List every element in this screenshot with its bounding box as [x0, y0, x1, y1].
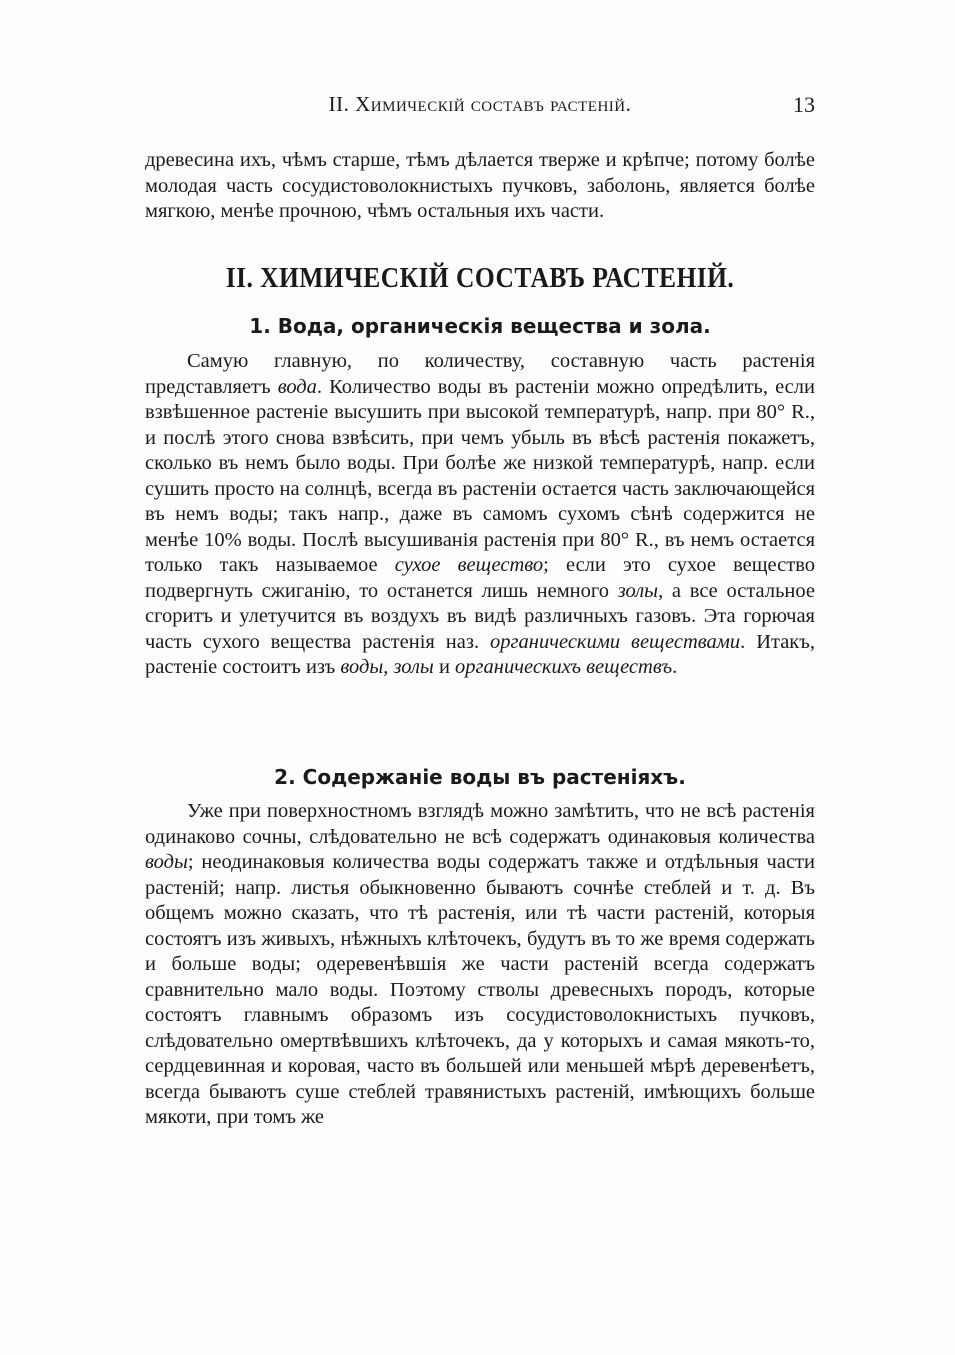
- emphasis-term: золы: [617, 579, 659, 602]
- section-title: II. ХИМИЧЕСКІЙ СОСТАВЪ РАСТЕНІЙ.: [225, 262, 735, 294]
- paragraph-water-content: [145, 799, 815, 1131]
- text-run: Самую главную, по количеству, составную часть растенія представляетъ: [145, 350, 815, 398]
- text-run: . Итакъ, растеніе состоитъ изъ: [145, 630, 815, 678]
- text-run: .: [672, 656, 678, 678]
- text-run: Уже при поверхностномъ взглядѣ можно замѣтить, что не всѣ растенія одинаково сочны, слѣдовательно не всѣ содержатъ одинаковыя количества: [145, 800, 815, 848]
- text-run: ; если это сухое вещество подвергнуть сжиганію, то останется лишь немного: [145, 554, 815, 602]
- running-title: II. Химическій составъ растеній.: [328, 92, 632, 116]
- subsection-title-2: 2. Содержаніе воды въ растеніяхъ.: [274, 765, 686, 789]
- running-head: [145, 92, 815, 122]
- text-run: ,: [383, 656, 394, 678]
- emphasis-term: органическими веществами: [490, 630, 741, 653]
- text-run: , а все остальное сгоритъ и улетучится въ воздухъ въ видѣ различныхъ газовъ. Эта горючая часть сухого вещества растенія наз.: [145, 579, 815, 653]
- page-number: 13: [793, 92, 815, 117]
- emphasis-term: золы: [393, 656, 434, 678]
- text-run: . Количество воды въ растеніи можно опредѣлить, если взвѣшенное растеніе высушить при высокой температурѣ, напр. при 80° R., и послѣ этого снова взвѣсить, при чемъ убыль въ вѣсѣ растенія покажетъ, сколько въ немъ было воды. При болѣе же низкой температурѣ, напр. если сушить просто на солнцѣ, всегда въ растеніи остается часть заключающейся въ немъ воды; такъ напр., даже въ самомъ сухомъ сѣнѣ содержится не менѣе 10% воды. Послѣ высушиванія растенія при 80° R., въ немъ остается только такъ называемое: [145, 375, 815, 576]
- emphasis-term: сухое вещество: [394, 554, 544, 576]
- intro-paragraph: древесина ихъ, чѣмъ старше, тѣмъ дѣлается тверже и крѣпче; потому болѣе молодая часть сосудистоволокнистыхъ пучковъ, заболонь, является болѣе мягкою, менѣе прочною, чѣмъ остальныя ихъ части.: [145, 149, 815, 222]
- emphasis-term: органическихъ веществъ: [455, 656, 673, 678]
- emphasis-term: вода: [277, 375, 317, 398]
- subsection-title-1: 1. Вода, органическія вещества и зола.: [249, 314, 711, 338]
- emphasis-term: воды: [340, 656, 384, 678]
- text-run: ; неодинаковыя количества воды содержатъ также и отдѣльныя части растеній; напр. листья обыкновенно бываютъ сочнѣе стеблей и т. д. Въ общемъ можно сказать, что тѣ растенія, или тѣ части растеній, которыя состоятъ изъ живыхъ, нѣжныхъ клѣточекъ, будутъ въ то же время содержать и больше воды; одеревенѣвшія же части растеній всегда содержатъ сравнительно мало воды. Поэтому стволы древесныхъ породъ, которые состоятъ главнымъ образомъ изъ сосудистоволокнистыхъ пучковъ, слѣдовательно омертвѣвшихъ клѣточекъ, да у которыхъ и самая мякоть-то, сердцевинная и коровая, часто въ большей или меньшей мѣрѣ деревенѣетъ, всегда бываютъ суше стеблей травянистыхъ растеній, имѣющихъ больше мякоти, при томъ же: [145, 851, 815, 1128]
- emphasis-term: воды: [145, 851, 188, 873]
- text-run: и: [433, 656, 456, 678]
- paragraph-water-organic-ash: [145, 349, 815, 681]
